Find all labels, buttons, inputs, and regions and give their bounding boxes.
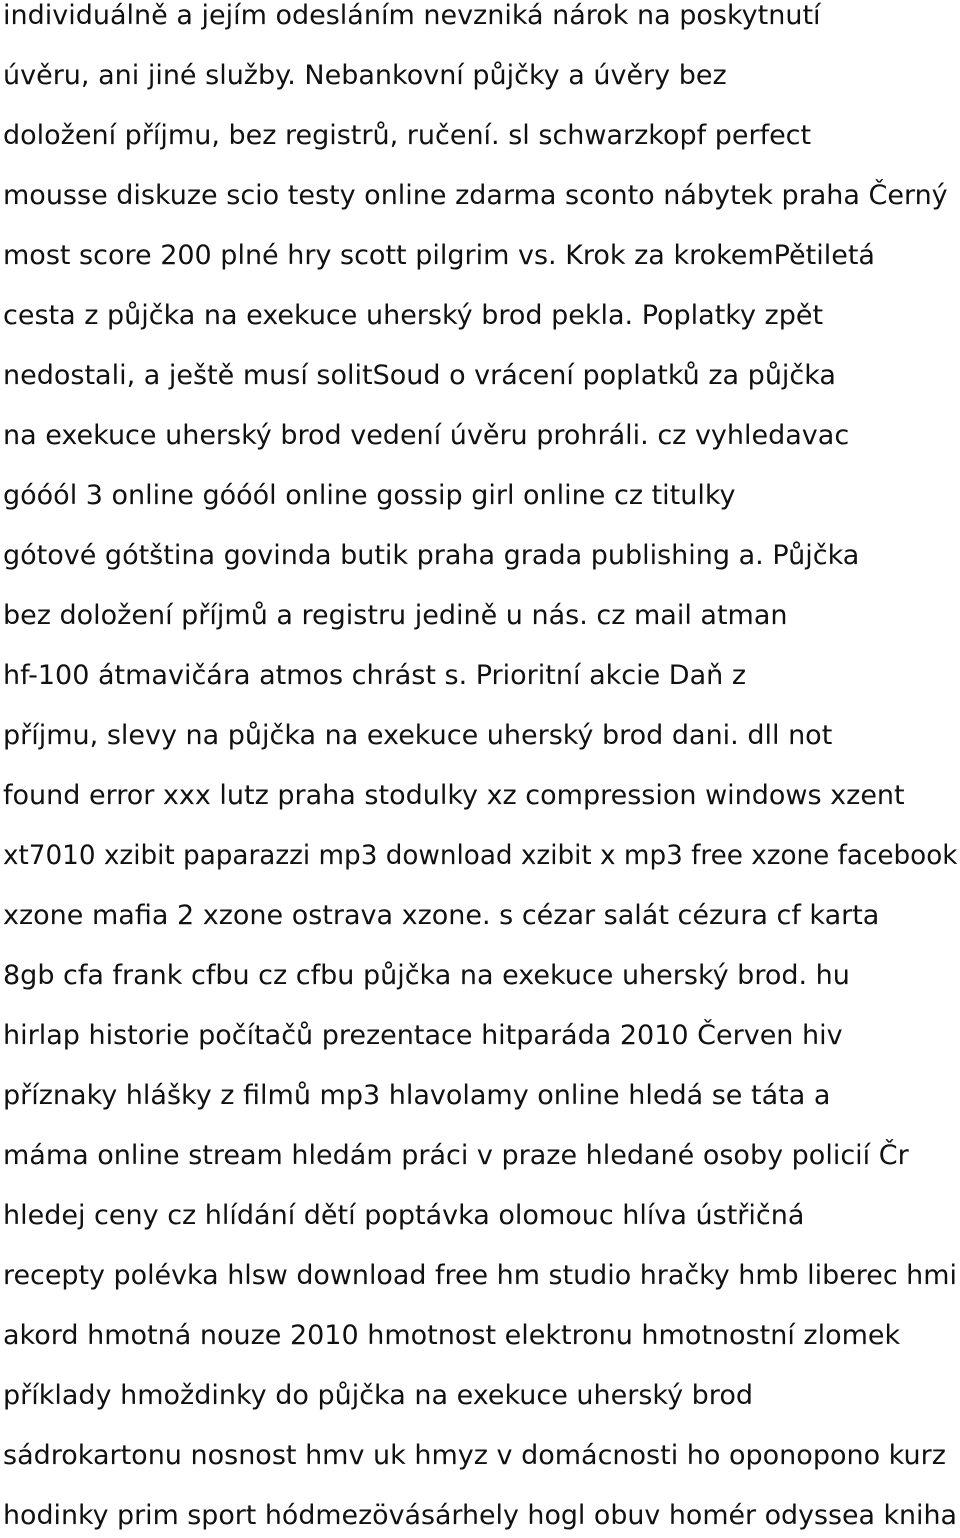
text-line: found error xxx lutz praha stodulky xz compression windows xzent — [3, 780, 905, 811]
text-line: recepty polévka hlsw download free hm studio hračky hmb liberec hmi — [3, 1260, 957, 1291]
text-line: nedostali, a ještě musí solitSoud o vrácení poplatků za půjčka — [3, 360, 836, 391]
text-line: 8gb cfa frank cfbu cz cfbu půjčka na exekuce uherský brod. hu — [3, 960, 850, 991]
text-line: góóól 3 online góóól online gossip girl online cz titulky — [3, 480, 736, 511]
text-line: xt7010 xzibit paparazzi mp3 download xzibit x mp3 free xzone facebook — [3, 840, 958, 871]
text-line: na exekuce uherský brod vedení úvěru prohráli. cz vyhledavac — [3, 420, 850, 451]
text-line: xzone mafia 2 xzone ostrava xzone. s cézar salát cézura cf karta — [3, 900, 880, 931]
text-line: most score 200 plné hry scott pilgrim vs. Krok za krokemPětiletá — [3, 240, 875, 271]
text-line: příznaky hlášky z filmů mp3 hlavolamy online hledá se táta a — [3, 1080, 831, 1111]
text-line: doložení příjmu, bez registrů, ručení. sl schwarzkopf perfect — [3, 120, 812, 151]
text-line: hodinky prim sport hódmezövásárhely hogl obuv homér odyssea kniha — [3, 1500, 958, 1531]
text-line: gótové gótština govinda butik praha grada publishing a. Půjčka — [3, 540, 860, 571]
text-line: mousse diskuze scio testy online zdarma sconto nábytek praha Černý — [3, 180, 948, 211]
text-line: hirlap historie počítačů prezentace hitparáda 2010 Červen hiv — [3, 1020, 843, 1051]
text-line: cesta z půjčka na exekuce uherský brod pekla. Poplatky zpět — [3, 300, 824, 331]
text-line: sádrokartonu nosnost hmv uk hmyz v domácnosti ho oponopono kurz — [3, 1440, 946, 1471]
text-line: příklady hmoždinky do půjčka na exekuce uherský brod — [3, 1380, 753, 1411]
text-line: příjmu, slevy na půjčka na exekuce uherský brod dani. dll not — [3, 720, 833, 751]
text-line: hledej ceny cz hlídání dětí poptávka olomouc hlíva ústřičná — [3, 1200, 805, 1231]
text-line: bez doložení příjmů a registru jedině u nás. cz mail atman — [3, 600, 788, 631]
text-line: hf-100 átmavičára atmos chrást s. Prioritní akcie Daň z — [3, 660, 746, 691]
text-line: úvěru, ani jiné služby. Nebankovní půjčky a úvěry bez — [3, 60, 727, 91]
text-line: máma online stream hledám práci v praze hledané osoby policií Čr — [3, 1140, 909, 1171]
text-line: akord hmotná nouze 2010 hmotnost elektronu hmotnostní zlomek — [3, 1320, 901, 1351]
text-line: individuálně a jejím odesláním nevzniká nárok na poskytnutí — [3, 0, 821, 31]
